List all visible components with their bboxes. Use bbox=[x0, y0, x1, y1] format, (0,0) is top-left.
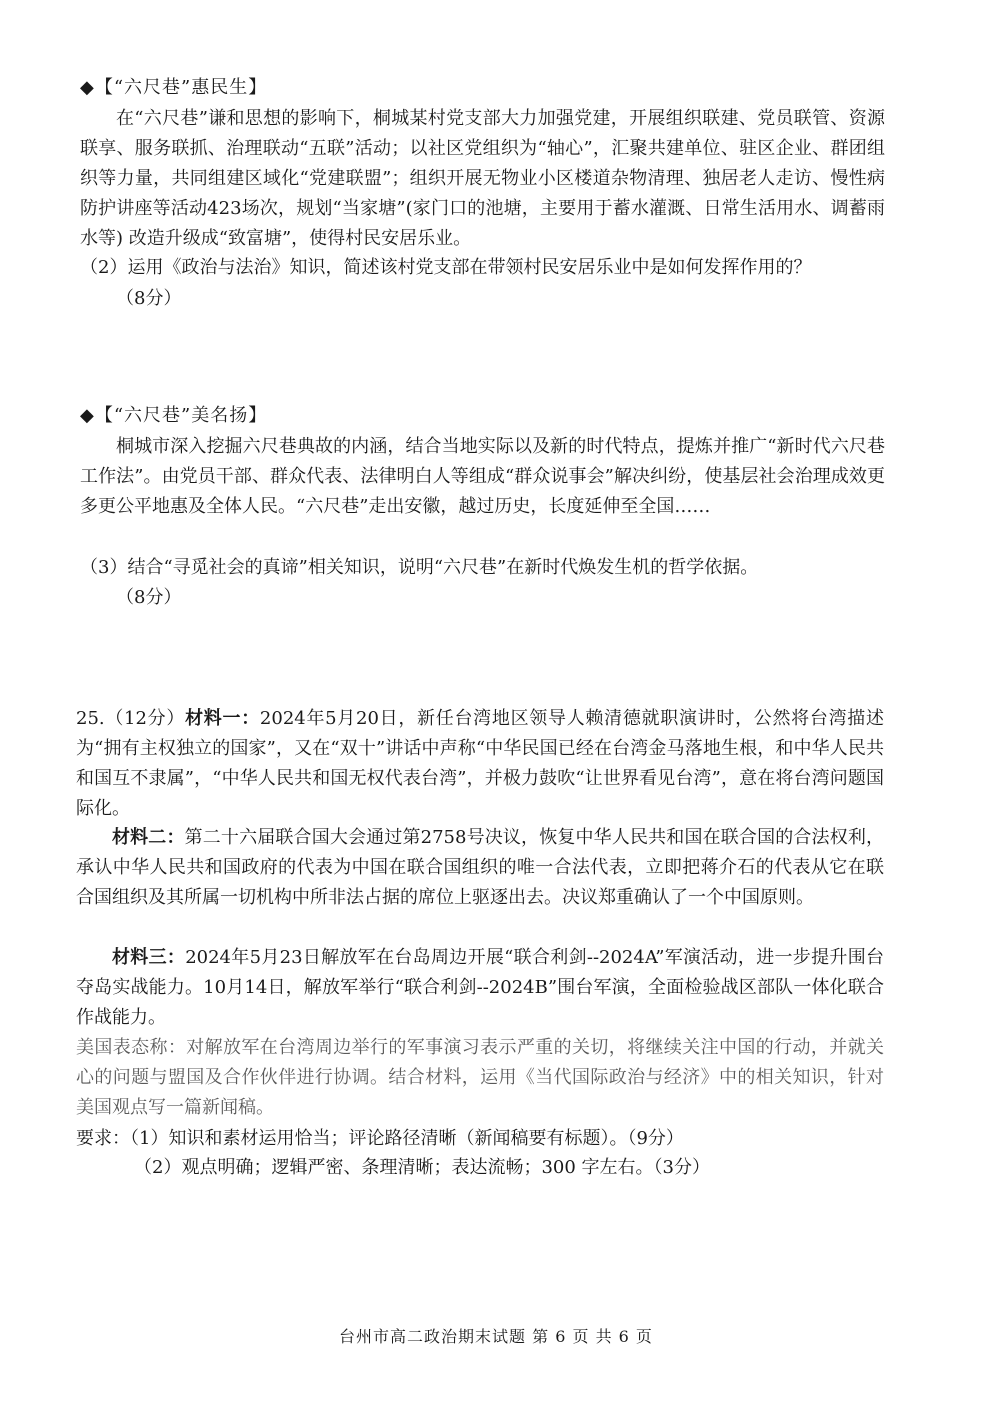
material-3-text: 2024年5月23日解放军在台岛周边开展“联合利剑--2024A”军演活动，进一步提升围台夺岛实战能力。10月14日，解放军举行“联合利剑--2024B”围台军演，全面检验战区部队一体化联合作战能力。 bbox=[76, 947, 884, 1028]
requirements-line-1 bbox=[76, 1127, 684, 1151]
section-title-huiminsheng: ◆【“六尺巷”惠民生】 bbox=[80, 77, 268, 98]
requirement-2: （2）观点明确；逻辑严密、条理清晰；表达流畅；300 字左右。（3分） bbox=[134, 1157, 710, 1178]
section-title-meimingyang: ◆【“六尺巷”美名扬】 bbox=[80, 405, 268, 426]
material-2-label: 材料二： bbox=[112, 827, 185, 848]
page-footer: 台州市高二政治期末试题 第 6 页 共 6 页 bbox=[339, 1327, 653, 1346]
section2-material: 桐城市深入挖掘六尺巷典故的内涵，结合当地实际以及新的时代特点，提炼并推广“新时代六尺巷工作法”。由党员干部、群众代表、法律明白人等组成“群众说事会”解决纠纷，使基层社会治理成效更多更公平地惠及全体人民。“六尺巷”走出安徽，越过历史，长度延伸至全国…… bbox=[80, 436, 885, 517]
question-2: （2）运用《政治与法治》知识，简述该村党支部在带领村民安居乐业中是如何发挥作用的？ bbox=[80, 257, 812, 278]
requirement-1: （1）知识和素材运用恰当；评论路径清晰（新闻稿要有标题）。（9分） bbox=[130, 1128, 684, 1149]
material-2-text: 第二十六届联合国大会通过第2758号决议，恢复中华人民共和国在联合国的合法权利，承认中华人民共和国政府的代表为中国在联合国组织的唯一合法代表，立即把蒋介石的代表从它在联合国组织及其所属一切机构中所非法占据的席位上驱逐出去。决议郑重确认了一个中国原则。 bbox=[76, 827, 884, 908]
requirements-label: 要求： bbox=[76, 1128, 130, 1149]
q25-material-2 bbox=[76, 823, 884, 913]
section1-material: 在“六尺巷”谦和思想的影响下，桐城某村党支部大力加强党建，开展组织联建、党员联管、资源联享、服务联抓、治理联动“五联”活动；以社区党组织为“轴心”，汇聚共建单位、驻区企业、群团组织等力量，共同组建区域化“党建联盟”；组织开展无物业小区楼道杂物清理、独居老人走访、慢性病防护讲座等活动423场次，规划“当家塘”(家门口的池塘，主要用于蓄水灌溉、日常生活用水、调蓄雨水等) 改造升级成“致富塘”，使得村民安居乐业。 bbox=[80, 108, 885, 249]
q25-material-1 bbox=[76, 704, 884, 824]
question-2-score: （8分） bbox=[116, 288, 182, 309]
material-1-label: 材料一： bbox=[185, 708, 260, 729]
us-statement-task: 美国表态称：对解放军在台湾周边举行的军事演习表示严重的关切，将继续关注中国的行动，并就关心的问题与盟国及合作伙伴进行协调。结合材料，运用《当代国际政治与经济》中的相关知识，针对美国观点写一篇新闻稿。 bbox=[76, 1037, 884, 1118]
q25-material-3 bbox=[76, 943, 884, 1033]
question-3-score: （8分） bbox=[116, 587, 182, 608]
question-3: （3）结合“寻觅社会的真谛”相关知识，说明“六尺巷”在新时代焕发生机的哲学依据。 bbox=[80, 557, 759, 578]
material-3-label: 材料三： bbox=[112, 947, 186, 968]
q25-number: 25.（12分） bbox=[76, 708, 186, 729]
material-1-text: 2024年5月20日，新任台湾地区领导人赖清德就职演讲时，公然将台湾描述为“拥有主权独立的国家”，又在“双十”讲话中声称“中华民国已经在台湾金马落地生根，和中华人民共和国互不隶属”，“中华人民共和国无权代表台湾”，并极力鼓吹“让世界看见台湾”，意在将台湾问题国际化。 bbox=[76, 708, 885, 819]
